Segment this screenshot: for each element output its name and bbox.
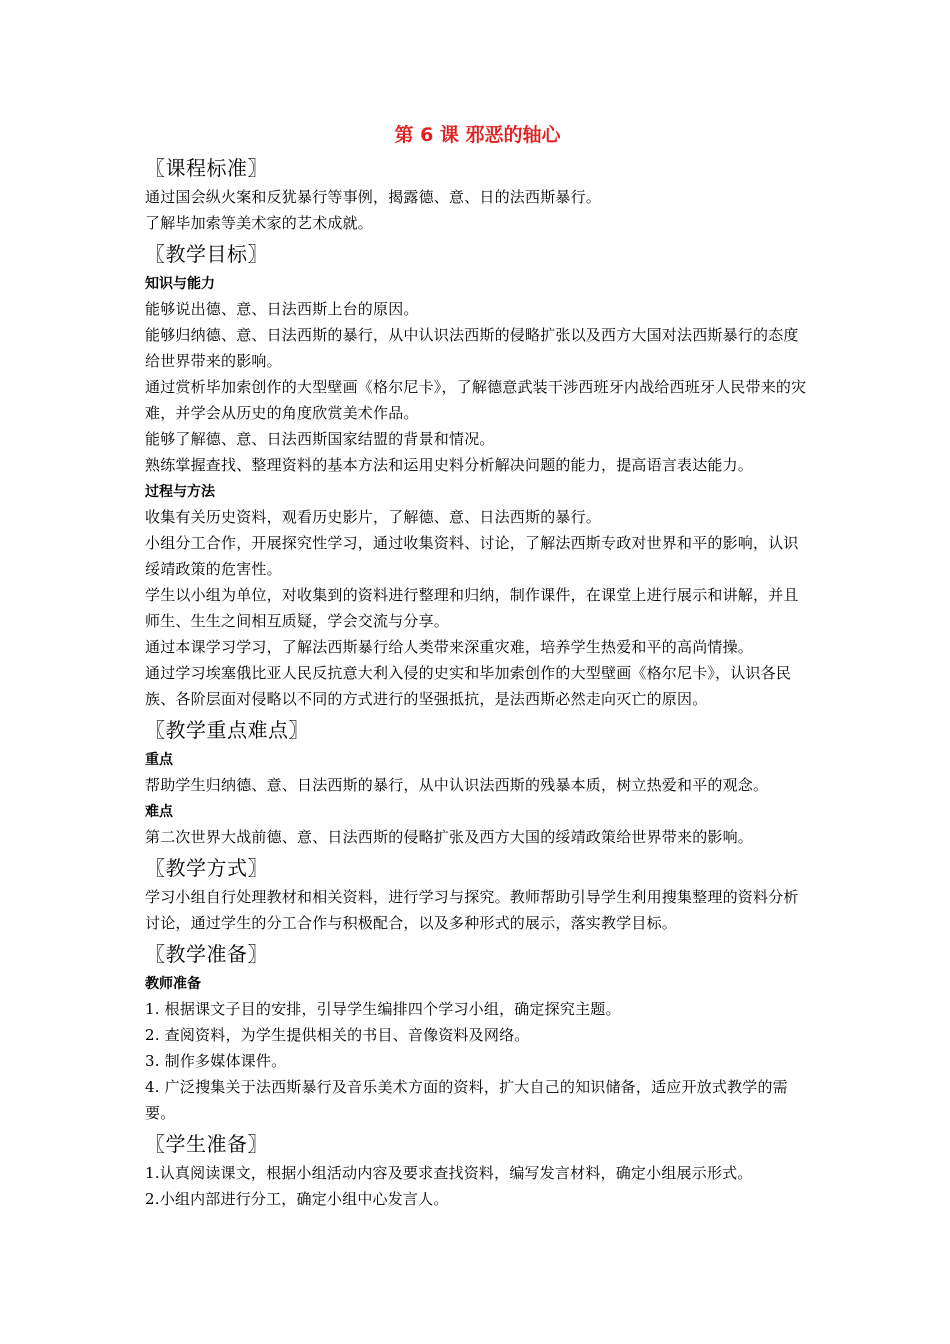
paragraph: 通过赏析毕加索创作的大型壁画《格尔尼卡》，了解德意武装干涉西班牙内战给西班牙人民带来的灾难，并学会从历史的角度欣赏美术作品。 [145, 378, 807, 422]
document-page [145, 120, 810, 1212]
section-heading: 〖课程标准〗 [145, 156, 268, 180]
section-heading: 〖教学目标〗 [145, 242, 268, 266]
sub-heading: 难点 [145, 804, 173, 820]
paragraph: 通过学习埃塞俄比亚人民反抗意大利入侵的史实和毕加索创作的大型壁画《格尔尼卡》，认识各民族、各阶层面对侵略以不同的方式进行的坚强抵抗，是法西斯必然走向灭亡的原因。 [145, 664, 792, 708]
document-title: 第 6 课 邪恶的轴心 [394, 124, 561, 146]
paragraph: 能够归纳德、意、日法西斯的暴行，从中认识法西斯的侵略扩张以及西方大国对法西斯暴行的态度给世界带来的影响。 [145, 326, 799, 370]
paragraph: 小组分工合作，开展探究性学习，通过收集资料、讨论，了解法西斯专政对世界和平的影响，认识绥靖政策的危害性。 [145, 534, 799, 578]
sub-heading: 过程与方法 [145, 484, 215, 500]
paragraph: 2.小组内部进行分工，确定小组中心发言人。 [145, 1190, 449, 1208]
paragraph: 2. 查阅资料，为学生提供相关的书目、音像资料及网络。 [145, 1026, 530, 1044]
section-teaching-preparation [145, 938, 810, 1126]
section-heading: 〖教学准备〗 [145, 942, 268, 966]
paragraph: 1. 根据课文子目的安排，引导学生编排四个学习小组，确定探究主题。 [145, 1000, 621, 1018]
paragraph: 1.认真阅读课文，根据小组活动内容及要求查找资料，编写发言材料，确定小组展示形式。 [145, 1164, 753, 1182]
paragraph: 第二次世界大战前德、意、日法西斯的侵略扩张及西方大国的绥靖政策给世界带来的影响。 [145, 828, 754, 846]
section-teaching-method [145, 852, 810, 936]
sub-heading: 重点 [145, 752, 173, 768]
section-curriculum-standard [145, 152, 810, 236]
paragraph: 学生以小组为单位，对收集到的资料进行整理和归纳，制作课件，在课堂上进行展示和讲解，并且师生、生生之间相互质疑，学会交流与分享。 [145, 586, 799, 630]
section-student-preparation [145, 1128, 810, 1212]
sub-heading: 知识与能力 [145, 276, 215, 292]
section-key-points [145, 714, 810, 850]
paragraph: 熟练掌握查找、整理资料的基本方法和运用史料分析解决问题的能力，提高语言表达能力。 [145, 456, 754, 474]
paragraph: 了解毕加索等美术家的艺术成就。 [145, 214, 374, 232]
paragraph: 通过本课学习学习，了解法西斯暴行给人类带来深重灾难，培养学生热爱和平的高尚情操。 [145, 638, 754, 656]
paragraph: 3. 制作多媒体课件。 [145, 1052, 287, 1070]
paragraph: 能够说出德、意、日法西斯上台的原因。 [145, 300, 419, 318]
sub-heading: 教师准备 [145, 976, 201, 992]
section-heading: 〖学生准备〗 [145, 1132, 268, 1156]
section-heading: 〖教学重点难点〗 [145, 718, 309, 742]
paragraph: 学习小组自行处理教材和相关资料，进行学习与探究。教师帮助引导学生利用搜集整理的资料分析讨论，通过学生的分工合作与积极配合，以及多种形式的展示，落实教学目标。 [145, 888, 799, 932]
section-teaching-objectives [145, 238, 810, 712]
paragraph: 能够了解德、意、日法西斯国家结盟的背景和情况。 [145, 430, 495, 448]
paragraph: 通过国会纵火案和反犹暴行等事例，揭露德、意、日的法西斯暴行。 [145, 188, 602, 206]
paragraph: 帮助学生归纳德、意、日法西斯的暴行，从中认识法西斯的残暴本质，树立热爱和平的观念。 [145, 776, 769, 794]
paragraph: 收集有关历史资料，观看历史影片，了解德、意、日法西斯的暴行。 [145, 508, 602, 526]
section-heading: 〖教学方式〗 [145, 856, 268, 880]
paragraph: 4. 广泛搜集关于法西斯暴行及音乐美术方面的资料，扩大自己的知识储备，适应开放式教学的需要。 [145, 1078, 788, 1122]
